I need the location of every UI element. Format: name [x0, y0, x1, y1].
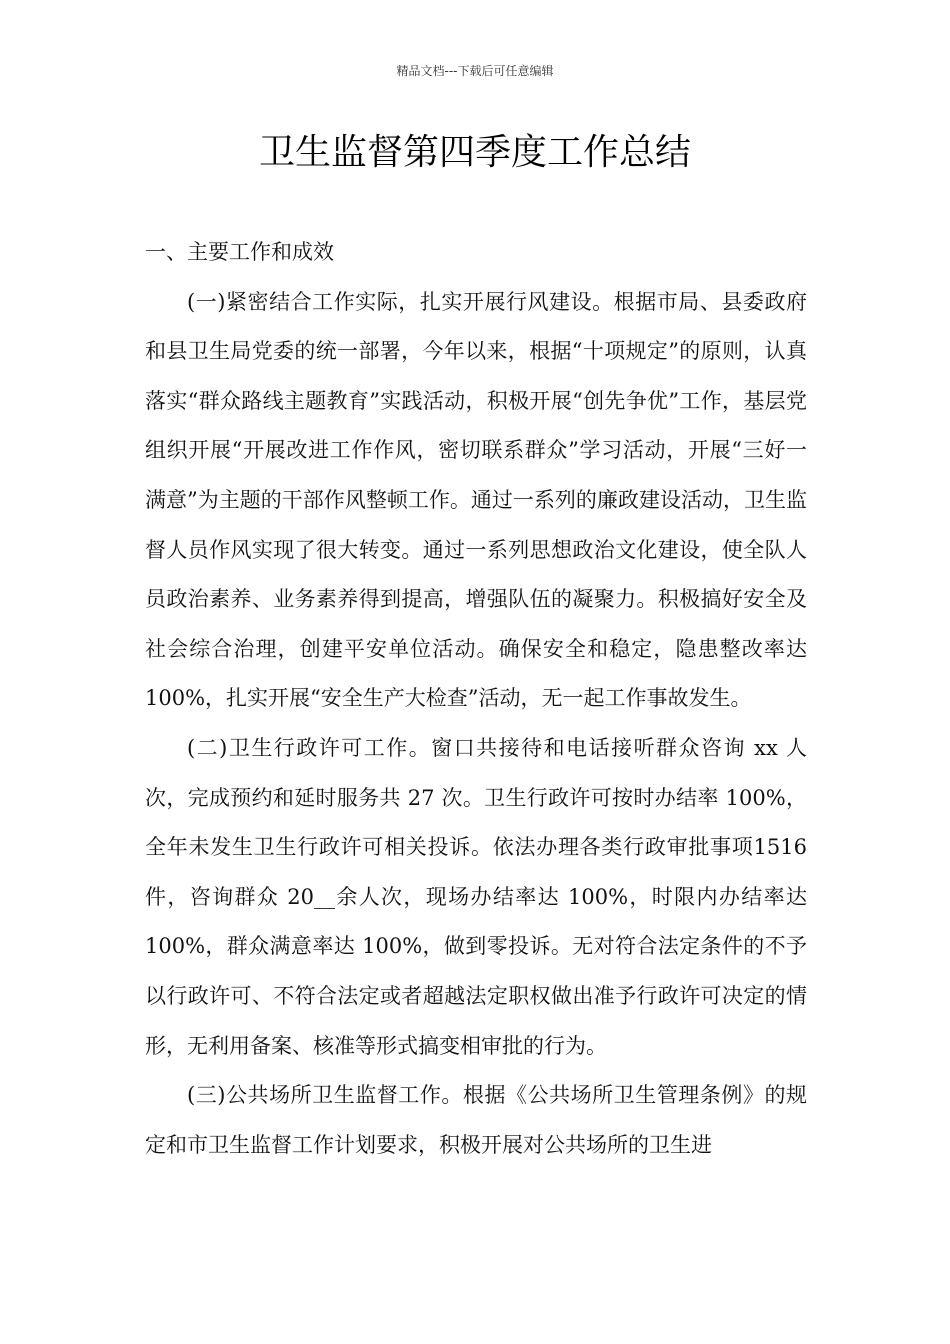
paragraph-conduct-building: (一)紧密结合工作实际，扎实开展行风建设。根据市局、县委政府和县卫生局党委的统一部署，今年以来，根据“十项规定”的原则，认真落实“群众路线主题教育”实践活动，积极开展“创先争优”工作，基层党组织开展“开展改进工作作风，密切联系群众”学习活动，开展“三好一满意”为主题的干部作风整顿工作。通过一系列的廉政建设活动，卫生监督人员作风实现了很大转变。通过一系列思想政治文化建设，使全队人员政治素养、业务素养得到提高，增强队伍的凝聚力。积极搞好安全及社会综合治理，创建平安单位活动。确保安全和稳定，隐患整改率达 100%，扎实开展“安全生产大检查”活动，无一起工作事故发生。	[145, 289, 807, 711]
paragraph-administrative-licensing: (二)卫生行政许可工作。窗口共接待和电话接听群众咨询 xx 人次，完成预约和延时服务共 27 次。卫生行政许可按时办结率 100%，全年未发生卫生行政许可相关投诉。依法办理各类行政审批事项1516 件，咨询群众 20__余人次，现场办结率达 100%，时限内办结率达 100%，群众满意率达 100%，做到零投诉。无对符合法定条件的不予以行政许可、不符合法定或者超越法定职权做出准予行政许可决定的情形，无利用备案、核准等形式搞变相审批的行为。	[145, 735, 807, 1058]
page-header: 精品文档---下载后可任意编辑	[396, 64, 554, 78]
document-title: 卫生监督第四季度工作总结	[258, 132, 691, 173]
paragraph-public-places-supervision: (三)公共场所卫生监督工作。根据《公共场所卫生管理条例》的规定和市卫生监督工作计划要求，积极开展对公共场所的卫生进	[145, 1083, 807, 1157]
section-heading: 一、主要工作和成效	[145, 240, 334, 264]
document-body	[145, 228, 807, 1170]
